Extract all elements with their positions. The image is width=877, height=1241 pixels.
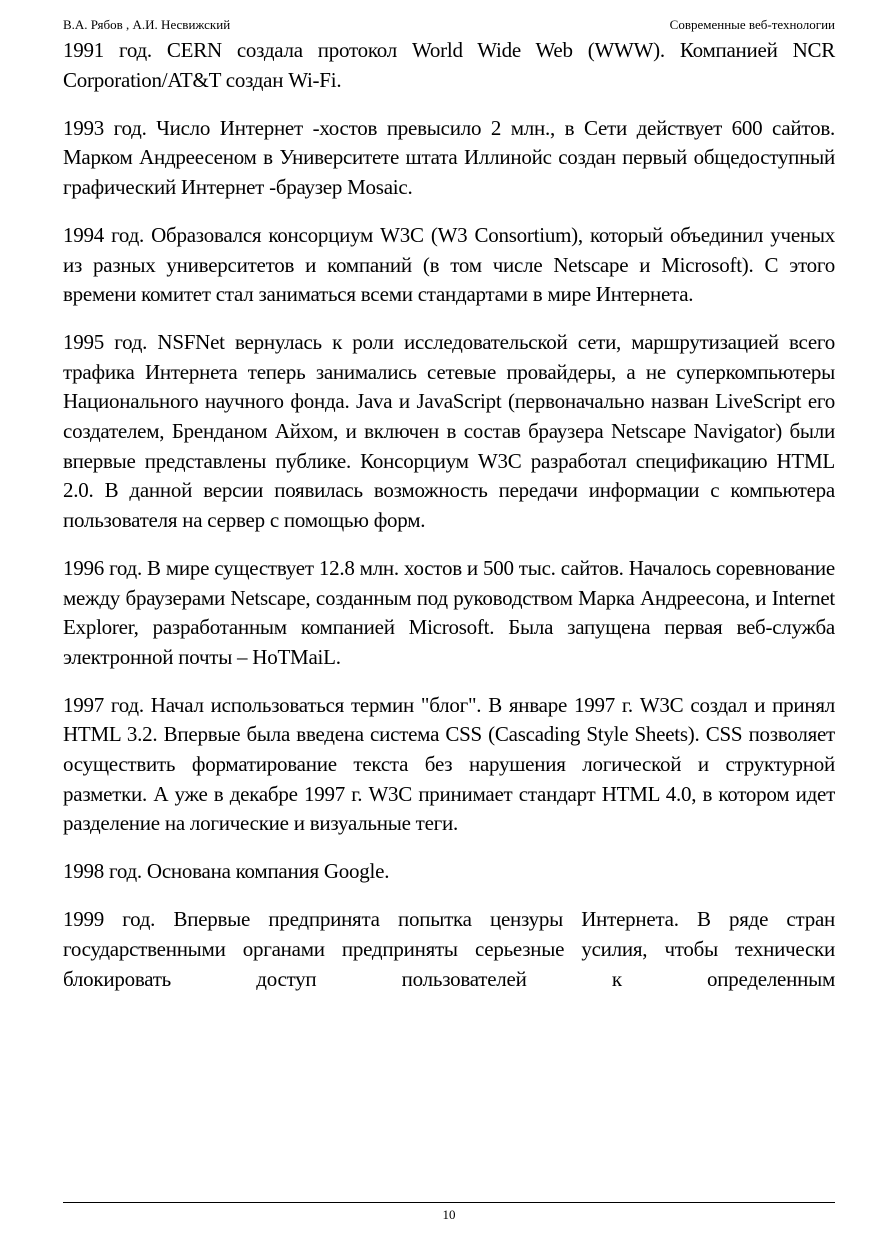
paragraph-1997: 1997 год. Начал использоваться термин "блог". В январе 1997 г. W3C создал и принял HTML 3.2. Впервые была введена система CSS (Cascading Style Sheets). CSS позволяет осуществить форматирование текста без нарушения логической и структурной разметки. А уже в декабре 1997 г. W3C принимает стандарт HTML 4.0, в котором идет разделение на логические и визуальные теги. bbox=[63, 692, 835, 836]
paragraph-1994: 1994 год. Образовался консорциум W3C (W3 Consortium), который объединил ученых из разных университетов и компаний (в том числе Netscape и Microsoft). С этого времени комитет стал заниматься всеми стандартами в мире Интернета. bbox=[63, 222, 835, 307]
footer-divider bbox=[63, 1202, 835, 1203]
running-header bbox=[63, 16, 835, 34]
paragraph-1999: 1999 год. Впервые предпринята попытка цензуры Интернета. В ряде стран государственными органами предприняты серьезные усилия, чтобы технически блокировать доступ пользователей к определенным bbox=[63, 907, 835, 991]
paragraph-1996: 1996 год. В мире существует 12.8 млн. хостов и 500 тыс. сайтов. Началось соревнование между браузерами Netscape, созданным под руководством Марка Андреесона, и Internet Explorer, разработанным компанией Microsoft. Была запущена первая веб-служба электронной почты – HoTMaiL. bbox=[63, 555, 835, 669]
header-book-title: Современные веб-технологии bbox=[669, 17, 835, 32]
document-page bbox=[63, 0, 835, 1241]
page-number: 10 bbox=[442, 1207, 456, 1222]
paragraph-1991: 1991 год. CERN создала протокол World Wide Web (WWW). Компанией NCR Corporation/AT&T создан Wi-Fi. bbox=[63, 38, 835, 92]
paragraph-1993: 1993 год. Число Интернет -хостов превысило 2 млн., в Сети действует 600 сайтов. Марком Андреесеном в Университете штата Иллинойс создан первый общедоступный графический Интернет -браузер Mosaic. bbox=[63, 115, 835, 199]
header-authors: В.А. Рябов , А.И. Несвижский bbox=[63, 17, 231, 32]
body-text bbox=[63, 36, 835, 1013]
paragraph-1998: 1998 год. Основана компания Google. bbox=[63, 859, 390, 884]
paragraph-1995: 1995 год. NSFNet вернулась к роли исследовательской сети, маршрутизацией всего трафика Интернета теперь занимались сетевые провайдеры, а не суперкомпьютеры Национального научного фонда. Java и JavaScript (первоначально назван LiveScript его создателем, Бренданом Айхом, и включен в состав браузера Netscape Navigator) были впервые представлены публике. Консорциум W3C разработал спецификацию HTML 2.0. В данной версии появилась возможность передачи информации с компьютера пользователя на сервер с помощью форм. bbox=[63, 330, 835, 532]
